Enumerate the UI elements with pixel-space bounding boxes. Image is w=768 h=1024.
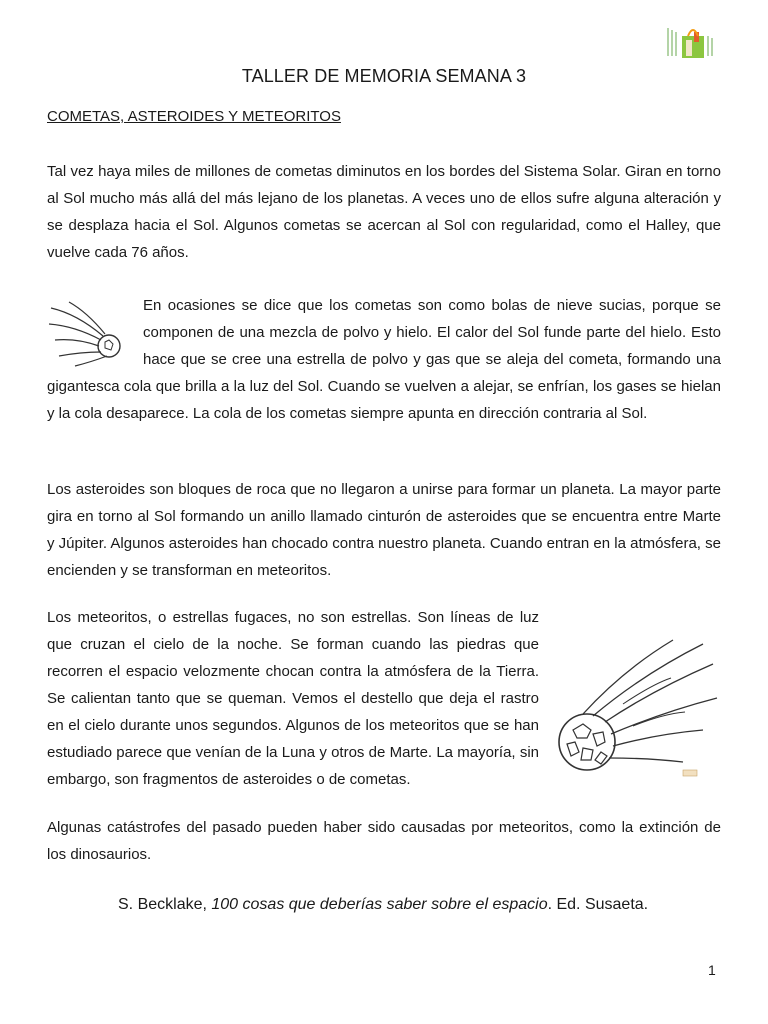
citation-author: S. Becklake [118, 896, 203, 913]
comet-drawing-icon [47, 294, 133, 372]
paragraph-meteorites [47, 604, 721, 793]
paragraph-comets-intro: Tal vez haya miles de millones de cometas diminutos en los bordes del Sistema Solar. Giran en torno al Sol mucho más allá del más lejano de los planetas. A veces uno de ellos sufre alguna alteración y se desplaza hacia el Sol. Algunos cometas se acercan al Sol con regularidad, como el Halley, que vuelve cada 76 años. [47, 163, 721, 261]
paragraph-comets-snowballs [47, 292, 721, 427]
citation-book-title: 100 cosas que deberías saber sobre el espacio [211, 896, 548, 913]
paragraph-asteroids: Los asteroides son bloques de roca que no llegaron a unirse para formar un planeta. La mayor parte gira en torno al Sol formando un anillo llamado cinturón de asteroides que se encuentra entre Marte y Júpiter. Algunos asteroides han chocado contra nuestro planeta. Cuando entran en la atmósfera, se encienden y se transforman en meteoritos. [47, 481, 721, 579]
paragraph-extinction: Algunas catástrofes del pasado pueden haber sido causadas por meteoritos, como la extinción de los dinosaurios. [47, 819, 721, 863]
page-number: 1 [708, 962, 716, 978]
meteor-drawing-icon [553, 634, 721, 784]
paragraph-text: En ocasiones se dice que los cometas son como bolas de nieve sucias, porque se componen de una mezcla de polvo y hielo. El calor del Sol funde parte del hielo. Esto hace que se cree una estrella de polvo y gas que se aleja del cometa, formando una gigantesca cola que brilla a la luz del Sol. Cuando se vuelven a alejar, se enfrían, los gases se hielan y la cola desaparece. La cola de los cometas siempre apunta en dirección contraria al Sol. [47, 297, 721, 422]
school-logo-icon [660, 22, 722, 60]
citation-separator: , [202, 896, 212, 913]
citation-publisher: . Ed. Susaeta. [547, 896, 649, 913]
paragraph-text: Los meteoritos, o estrellas fugaces, no son estrellas. Son líneas de luz que cruzan el cielo de la noche. Se forman cuando las piedras que recorren el espacio velozmente chocan contra la atmósfera de la Tierra. Se calientan tanto que se queman. Vemos el destello que deja el rastro en el cielo durante unos segundos. Algunos de los meteoritos que se han estudiado parece que venían de la Luna y otros de Marte. La mayoría, sin embargo, son fragmentos de asteroides o de cometas. [47, 609, 539, 788]
section-subtitle: COMETAS, ASTEROIDES Y METEORITOS [47, 108, 341, 125]
page-title: TALLER DE MEMORIA SEMANA 3 [241, 66, 527, 86]
citation [118, 896, 648, 914]
